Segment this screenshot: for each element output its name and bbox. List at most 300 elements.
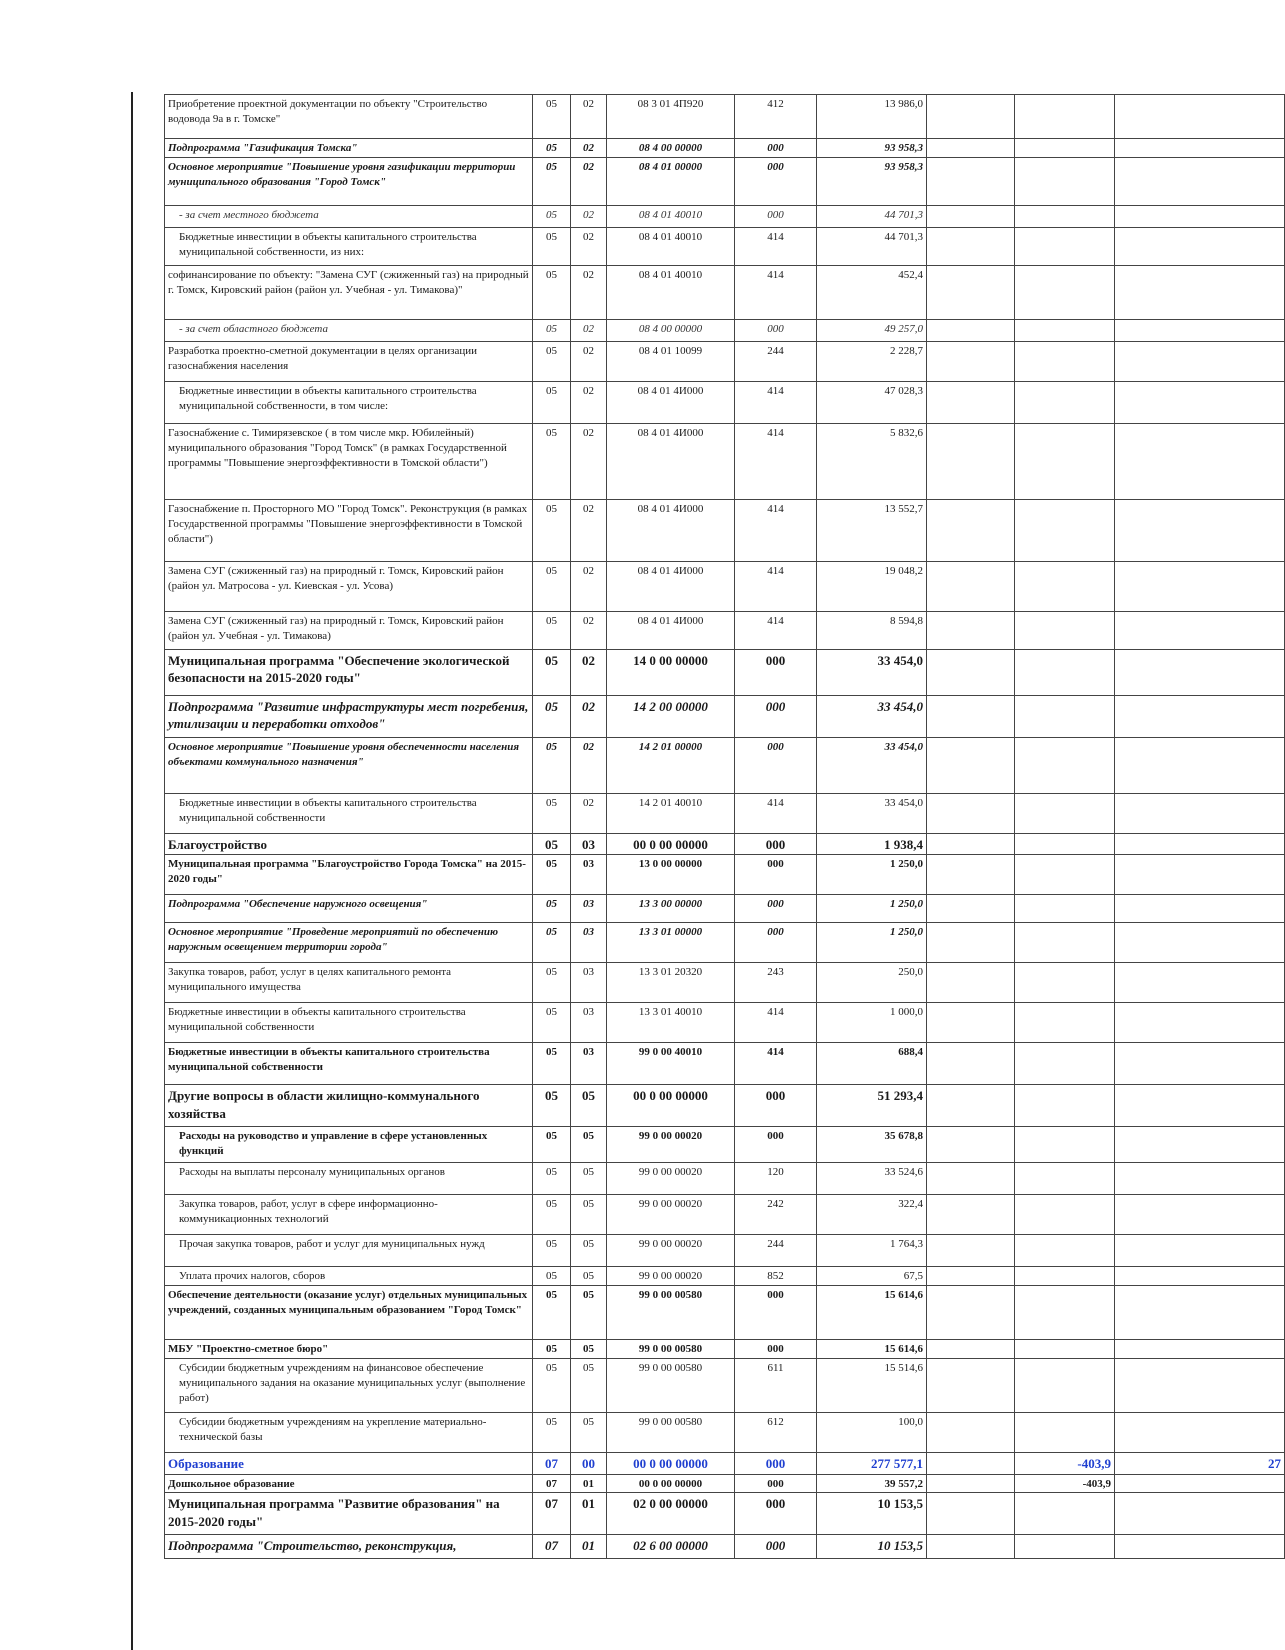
table-row xyxy=(165,1235,1285,1267)
row-extra-cell-1 xyxy=(927,1340,1015,1359)
row-amount-cell: 33 454,0 xyxy=(817,737,927,793)
row-extra-cell-1 xyxy=(927,1359,1015,1413)
row-extra-cell-3 xyxy=(1115,1359,1285,1413)
row-target-article-cell: 00 0 00 00000 xyxy=(607,833,735,855)
row-name-cell: Расходы на руководство и управление в сфере установленных функций xyxy=(165,1127,533,1163)
row-change-cell xyxy=(1015,341,1115,381)
row-section-cell: 05 xyxy=(533,265,571,319)
row-extra-cell-1 xyxy=(927,341,1015,381)
row-extra-cell-3 xyxy=(1115,1535,1285,1559)
row-extra-cell-1 xyxy=(927,265,1015,319)
row-expense-type-cell: 244 xyxy=(735,341,817,381)
row-extra-cell-3 xyxy=(1115,963,1285,1003)
row-amount-cell: 39 557,2 xyxy=(817,1474,927,1493)
table-row xyxy=(165,139,1285,158)
row-extra-cell-3 xyxy=(1115,695,1285,737)
row-extra-cell-1 xyxy=(927,1267,1015,1286)
row-target-article-cell: 08 4 00 00000 xyxy=(607,139,735,158)
row-extra-cell-1 xyxy=(927,1163,1015,1195)
row-target-article-cell: 08 4 01 4И000 xyxy=(607,381,735,423)
row-subsection-cell: 02 xyxy=(571,227,607,265)
row-subsection-cell: 02 xyxy=(571,793,607,833)
row-section-cell: 05 xyxy=(533,1163,571,1195)
row-extra-cell-3 xyxy=(1115,423,1285,499)
row-target-article-cell: 99 0 00 00020 xyxy=(607,1127,735,1163)
row-subsection-cell: 02 xyxy=(571,341,607,381)
table-row xyxy=(165,561,1285,611)
row-extra-cell-1 xyxy=(927,561,1015,611)
row-subsection-cell: 05 xyxy=(571,1413,607,1453)
row-extra-cell-3 xyxy=(1115,1340,1285,1359)
table-row xyxy=(165,923,1285,963)
row-extra-cell-3 xyxy=(1115,923,1285,963)
row-amount-cell: 277 577,1 xyxy=(817,1453,927,1475)
row-extra-cell-3 xyxy=(1115,833,1285,855)
table-row xyxy=(165,1043,1285,1085)
row-change-cell xyxy=(1015,923,1115,963)
row-expense-type-cell: 000 xyxy=(735,1453,817,1475)
row-subsection-cell: 05 xyxy=(571,1085,607,1127)
row-amount-cell: 250,0 xyxy=(817,963,927,1003)
row-section-cell: 05 xyxy=(533,695,571,737)
row-amount-cell: 93 958,3 xyxy=(817,139,927,158)
budget-table xyxy=(164,94,1285,1559)
row-name-cell: Бюджетные инвестиции в объекты капитального строительства муниципальной собственности, из них: xyxy=(165,227,533,265)
row-expense-type-cell: 414 xyxy=(735,611,817,649)
row-amount-cell: 10 153,5 xyxy=(817,1535,927,1559)
table-row xyxy=(165,381,1285,423)
row-subsection-cell: 02 xyxy=(571,95,607,139)
row-amount-cell: 1 938,4 xyxy=(817,833,927,855)
row-target-article-cell: 08 4 01 40010 xyxy=(607,265,735,319)
row-name-cell: Основное мероприятие "Проведение мероприятий по обеспечению наружным освещением территории города" xyxy=(165,923,533,963)
table-row xyxy=(165,1413,1285,1453)
row-section-cell: 05 xyxy=(533,1127,571,1163)
row-section-cell: 05 xyxy=(533,1195,571,1235)
row-target-article-cell: 08 4 01 4И000 xyxy=(607,561,735,611)
row-target-article-cell: 00 0 00 00000 xyxy=(607,1085,735,1127)
row-extra-cell-3 xyxy=(1115,227,1285,265)
left-margin-bar xyxy=(131,92,133,1650)
row-amount-cell: 8 594,8 xyxy=(817,611,927,649)
table-row xyxy=(165,1286,1285,1340)
table-row xyxy=(165,1340,1285,1359)
table-row xyxy=(165,737,1285,793)
row-expense-type-cell: 000 xyxy=(735,157,817,205)
table-row xyxy=(165,1493,1285,1535)
row-subsection-cell: 02 xyxy=(571,265,607,319)
row-section-cell: 05 xyxy=(533,423,571,499)
row-extra-cell-3: 27 xyxy=(1115,1453,1285,1475)
row-extra-cell-1 xyxy=(927,1127,1015,1163)
row-extra-cell-1 xyxy=(927,963,1015,1003)
row-expense-type-cell: 000 xyxy=(735,855,817,895)
row-extra-cell-1 xyxy=(927,499,1015,561)
table-row xyxy=(165,1359,1285,1413)
table-row xyxy=(165,1474,1285,1493)
row-extra-cell-3 xyxy=(1115,319,1285,341)
row-change-cell: -403,9 xyxy=(1015,1474,1115,1493)
table-row xyxy=(165,265,1285,319)
row-target-article-cell: 14 2 01 40010 xyxy=(607,793,735,833)
row-change-cell xyxy=(1015,319,1115,341)
table-row xyxy=(165,205,1285,227)
row-name-cell: Субсидии бюджетным учреждениям на укрепление материально-технической базы xyxy=(165,1413,533,1453)
row-amount-cell: 15 514,6 xyxy=(817,1359,927,1413)
row-extra-cell-3 xyxy=(1115,1003,1285,1043)
table-row xyxy=(165,963,1285,1003)
row-extra-cell-3 xyxy=(1115,1195,1285,1235)
row-subsection-cell: 05 xyxy=(571,1267,607,1286)
row-change-cell xyxy=(1015,1340,1115,1359)
row-amount-cell: 15 614,6 xyxy=(817,1286,927,1340)
row-change-cell xyxy=(1015,1043,1115,1085)
row-extra-cell-1 xyxy=(927,793,1015,833)
row-section-cell: 05 xyxy=(533,793,571,833)
row-extra-cell-3 xyxy=(1115,341,1285,381)
row-expense-type-cell: 414 xyxy=(735,265,817,319)
row-subsection-cell: 02 xyxy=(571,319,607,341)
row-name-cell: Разработка проектно-сметной документации в целях организации газоснабжения населения xyxy=(165,341,533,381)
row-amount-cell: 44 701,3 xyxy=(817,205,927,227)
row-name-cell: Подпрограмма "Строительство, реконструкция, xyxy=(165,1535,533,1559)
row-expense-type-cell: 414 xyxy=(735,499,817,561)
row-extra-cell-3 xyxy=(1115,157,1285,205)
row-expense-type-cell: 414 xyxy=(735,227,817,265)
row-subsection-cell: 05 xyxy=(571,1286,607,1340)
row-name-cell: Газоснабжение п. Просторного МО "Город Томск". Реконструкция (в рамках Государственной программы "Повышение энергоэффективности в Томской области") xyxy=(165,499,533,561)
row-expense-type-cell: 000 xyxy=(735,1127,817,1163)
row-extra-cell-3 xyxy=(1115,499,1285,561)
row-expense-type-cell: 243 xyxy=(735,963,817,1003)
row-subsection-cell: 03 xyxy=(571,855,607,895)
row-expense-type-cell: 000 xyxy=(735,1286,817,1340)
row-extra-cell-3 xyxy=(1115,1043,1285,1085)
row-expense-type-cell: 000 xyxy=(735,1535,817,1559)
table-row xyxy=(165,341,1285,381)
row-subsection-cell: 02 xyxy=(571,139,607,158)
row-amount-cell: 47 028,3 xyxy=(817,381,927,423)
row-name-cell: Основное мероприятие "Повышение уровня обеспеченности населения объектами коммунального назначения" xyxy=(165,737,533,793)
row-change-cell xyxy=(1015,895,1115,923)
row-target-article-cell: 99 0 00 00020 xyxy=(607,1235,735,1267)
row-target-article-cell: 99 0 00 40010 xyxy=(607,1043,735,1085)
row-expense-type-cell: 414 xyxy=(735,381,817,423)
row-change-cell xyxy=(1015,1267,1115,1286)
table-row xyxy=(165,1163,1285,1195)
row-change-cell xyxy=(1015,227,1115,265)
row-expense-type-cell: 000 xyxy=(735,1474,817,1493)
row-section-cell: 05 xyxy=(533,95,571,139)
row-section-cell: 05 xyxy=(533,1003,571,1043)
row-amount-cell: 44 701,3 xyxy=(817,227,927,265)
row-change-cell xyxy=(1015,1127,1115,1163)
row-extra-cell-1 xyxy=(927,1085,1015,1127)
row-extra-cell-1 xyxy=(927,423,1015,499)
row-expense-type-cell: 852 xyxy=(735,1267,817,1286)
row-extra-cell-3 xyxy=(1115,205,1285,227)
row-name-cell: Подпрограмма "Газификация Томска" xyxy=(165,139,533,158)
row-change-cell xyxy=(1015,1163,1115,1195)
row-expense-type-cell: 414 xyxy=(735,423,817,499)
row-extra-cell-1 xyxy=(927,227,1015,265)
row-change-cell xyxy=(1015,1359,1115,1413)
table-row xyxy=(165,611,1285,649)
row-name-cell: МБУ "Проектно-сметное бюро" xyxy=(165,1340,533,1359)
row-extra-cell-1 xyxy=(927,157,1015,205)
row-expense-type-cell: 244 xyxy=(735,1235,817,1267)
row-subsection-cell: 05 xyxy=(571,1340,607,1359)
row-expense-type-cell: 000 xyxy=(735,205,817,227)
row-extra-cell-3 xyxy=(1115,895,1285,923)
table-row xyxy=(165,1127,1285,1163)
row-change-cell xyxy=(1015,737,1115,793)
row-subsection-cell: 02 xyxy=(571,157,607,205)
row-extra-cell-3 xyxy=(1115,1493,1285,1535)
row-expense-type-cell: 000 xyxy=(735,1085,817,1127)
row-subsection-cell: 02 xyxy=(571,205,607,227)
row-target-article-cell: 08 4 01 4И000 xyxy=(607,423,735,499)
row-expense-type-cell: 000 xyxy=(735,833,817,855)
row-expense-type-cell: 414 xyxy=(735,793,817,833)
row-subsection-cell: 05 xyxy=(571,1163,607,1195)
row-expense-type-cell: 414 xyxy=(735,1003,817,1043)
row-extra-cell-1 xyxy=(927,1195,1015,1235)
row-subsection-cell: 03 xyxy=(571,833,607,855)
row-change-cell xyxy=(1015,381,1115,423)
row-section-cell: 05 xyxy=(533,1413,571,1453)
row-subsection-cell: 03 xyxy=(571,1003,607,1043)
row-target-article-cell: 99 0 00 00580 xyxy=(607,1359,735,1413)
row-change-cell xyxy=(1015,833,1115,855)
row-subsection-cell: 02 xyxy=(571,611,607,649)
row-extra-cell-3 xyxy=(1115,1163,1285,1195)
row-target-article-cell: 08 4 01 4И000 xyxy=(607,499,735,561)
row-target-article-cell: 14 0 00 00000 xyxy=(607,649,735,695)
row-subsection-cell: 05 xyxy=(571,1235,607,1267)
table-row xyxy=(165,833,1285,855)
row-section-cell: 05 xyxy=(533,157,571,205)
row-amount-cell: 1 250,0 xyxy=(817,923,927,963)
row-amount-cell: 100,0 xyxy=(817,1413,927,1453)
row-change-cell xyxy=(1015,1535,1115,1559)
row-change-cell xyxy=(1015,963,1115,1003)
row-change-cell: -403,9 xyxy=(1015,1453,1115,1475)
row-subsection-cell: 03 xyxy=(571,895,607,923)
row-name-cell: Другие вопросы в области жилищно-коммунального хозяйства xyxy=(165,1085,533,1127)
table-row xyxy=(165,695,1285,737)
row-expense-type-cell: 000 xyxy=(735,1493,817,1535)
row-target-article-cell: 08 4 00 00000 xyxy=(607,319,735,341)
row-change-cell xyxy=(1015,855,1115,895)
row-section-cell: 05 xyxy=(533,319,571,341)
row-amount-cell: 19 048,2 xyxy=(817,561,927,611)
table-row xyxy=(165,319,1285,341)
row-name-cell: Закупка товаров, работ, услуг в целях капитального ремонта муниципального имущества xyxy=(165,963,533,1003)
row-subsection-cell: 02 xyxy=(571,561,607,611)
table-row xyxy=(165,1267,1285,1286)
row-expense-type-cell: 000 xyxy=(735,923,817,963)
row-expense-type-cell: 000 xyxy=(735,649,817,695)
table-row xyxy=(165,227,1285,265)
row-expense-type-cell: 612 xyxy=(735,1413,817,1453)
row-extra-cell-1 xyxy=(927,1003,1015,1043)
table-row xyxy=(165,793,1285,833)
row-amount-cell: 49 257,0 xyxy=(817,319,927,341)
row-change-cell xyxy=(1015,793,1115,833)
row-target-article-cell: 99 0 00 00580 xyxy=(607,1340,735,1359)
row-section-cell: 05 xyxy=(533,341,571,381)
row-change-cell xyxy=(1015,205,1115,227)
row-extra-cell-3 xyxy=(1115,139,1285,158)
row-amount-cell: 452,4 xyxy=(817,265,927,319)
row-target-article-cell: 00 0 00 00000 xyxy=(607,1453,735,1475)
row-extra-cell-1 xyxy=(927,95,1015,139)
row-section-cell: 05 xyxy=(533,895,571,923)
row-target-article-cell: 13 3 01 00000 xyxy=(607,923,735,963)
row-subsection-cell: 00 xyxy=(571,1453,607,1475)
row-extra-cell-1 xyxy=(927,1535,1015,1559)
row-section-cell: 05 xyxy=(533,649,571,695)
row-subsection-cell: 05 xyxy=(571,1359,607,1413)
row-extra-cell-1 xyxy=(927,923,1015,963)
row-extra-cell-1 xyxy=(927,139,1015,158)
row-expense-type-cell: 242 xyxy=(735,1195,817,1235)
row-subsection-cell: 01 xyxy=(571,1474,607,1493)
row-extra-cell-1 xyxy=(927,1235,1015,1267)
row-target-article-cell: 08 4 01 00000 xyxy=(607,157,735,205)
row-subsection-cell: 05 xyxy=(571,1195,607,1235)
row-subsection-cell: 02 xyxy=(571,649,607,695)
row-amount-cell: 322,4 xyxy=(817,1195,927,1235)
row-extra-cell-3 xyxy=(1115,855,1285,895)
row-target-article-cell: 99 0 00 00020 xyxy=(607,1267,735,1286)
row-section-cell: 05 xyxy=(533,963,571,1003)
row-target-article-cell: 08 4 01 4И000 xyxy=(607,611,735,649)
table-row xyxy=(165,855,1285,895)
row-extra-cell-1 xyxy=(927,611,1015,649)
row-change-cell xyxy=(1015,423,1115,499)
row-subsection-cell: 02 xyxy=(571,737,607,793)
row-extra-cell-1 xyxy=(927,649,1015,695)
row-subsection-cell: 03 xyxy=(571,1043,607,1085)
row-name-cell: Прочая закупка товаров, работ и услуг для муниципальных нужд xyxy=(165,1235,533,1267)
table-row xyxy=(165,95,1285,139)
row-target-article-cell: 13 3 00 00000 xyxy=(607,895,735,923)
row-name-cell: Газоснабжение с. Тимирязевское ( в том числе мкр. Юбилейный) муниципального образования "Город Томск" (в рамках Государственной программы "Повышение энергоэффективности в Томской области") xyxy=(165,423,533,499)
table-row xyxy=(165,1453,1285,1475)
row-target-article-cell: 99 0 00 00580 xyxy=(607,1286,735,1340)
row-extra-cell-1 xyxy=(927,855,1015,895)
row-target-article-cell: 02 6 00 00000 xyxy=(607,1535,735,1559)
row-subsection-cell: 02 xyxy=(571,695,607,737)
row-extra-cell-3 xyxy=(1115,1235,1285,1267)
row-extra-cell-1 xyxy=(927,381,1015,423)
row-subsection-cell: 02 xyxy=(571,381,607,423)
table-row xyxy=(165,157,1285,205)
row-amount-cell: 2 228,7 xyxy=(817,341,927,381)
row-section-cell: 05 xyxy=(533,139,571,158)
row-name-cell: - за счет местного бюджета xyxy=(165,205,533,227)
row-expense-type-cell: 000 xyxy=(735,695,817,737)
table-row xyxy=(165,1535,1285,1559)
row-extra-cell-3 xyxy=(1115,1474,1285,1493)
row-target-article-cell: 02 0 00 00000 xyxy=(607,1493,735,1535)
row-amount-cell: 1 250,0 xyxy=(817,855,927,895)
row-expense-type-cell: 000 xyxy=(735,895,817,923)
row-subsection-cell: 01 xyxy=(571,1535,607,1559)
row-name-cell: Замена СУГ (сжиженный газ) на природный г. Томск, Кировский район (район ул. Матросова - ул. Киевская - ул. Усова) xyxy=(165,561,533,611)
row-target-article-cell: 99 0 00 00580 xyxy=(607,1413,735,1453)
row-target-article-cell: 13 3 01 20320 xyxy=(607,963,735,1003)
row-name-cell: софинансирование по объекту: "Замена СУГ (сжиженный газ) на природный г. Томск, Кировский район (район ул. Учебная - ул. Тимакова)" xyxy=(165,265,533,319)
row-extra-cell-3 xyxy=(1115,1286,1285,1340)
row-section-cell: 05 xyxy=(533,1235,571,1267)
row-section-cell: 07 xyxy=(533,1493,571,1535)
row-extra-cell-1 xyxy=(927,895,1015,923)
table-row xyxy=(165,649,1285,695)
row-extra-cell-3 xyxy=(1115,381,1285,423)
row-change-cell xyxy=(1015,139,1115,158)
row-extra-cell-1 xyxy=(927,1493,1015,1535)
table-row xyxy=(165,1003,1285,1043)
row-section-cell: 07 xyxy=(533,1453,571,1475)
row-extra-cell-1 xyxy=(927,737,1015,793)
row-target-article-cell: 13 0 00 00000 xyxy=(607,855,735,895)
row-expense-type-cell: 000 xyxy=(735,139,817,158)
row-subsection-cell: 05 xyxy=(571,1127,607,1163)
row-subsection-cell: 02 xyxy=(571,423,607,499)
row-section-cell: 05 xyxy=(533,561,571,611)
row-target-article-cell: 14 2 01 00000 xyxy=(607,737,735,793)
row-target-article-cell: 99 0 00 00020 xyxy=(607,1195,735,1235)
row-name-cell: Образование xyxy=(165,1453,533,1475)
row-section-cell: 05 xyxy=(533,1085,571,1127)
row-amount-cell: 33 524,6 xyxy=(817,1163,927,1195)
row-extra-cell-1 xyxy=(927,1413,1015,1453)
row-section-cell: 05 xyxy=(533,1286,571,1340)
row-target-article-cell: 13 3 01 40010 xyxy=(607,1003,735,1043)
row-section-cell: 05 xyxy=(533,205,571,227)
row-change-cell xyxy=(1015,1003,1115,1043)
row-extra-cell-1 xyxy=(927,833,1015,855)
row-target-article-cell: 14 2 00 00000 xyxy=(607,695,735,737)
table-row xyxy=(165,423,1285,499)
row-extra-cell-3 xyxy=(1115,1267,1285,1286)
row-amount-cell: 93 958,3 xyxy=(817,157,927,205)
row-amount-cell: 13 986,0 xyxy=(817,95,927,139)
row-extra-cell-1 xyxy=(927,695,1015,737)
row-extra-cell-1 xyxy=(927,205,1015,227)
row-expense-type-cell: 414 xyxy=(735,1043,817,1085)
row-section-cell: 05 xyxy=(533,1359,571,1413)
row-change-cell xyxy=(1015,561,1115,611)
row-expense-type-cell: 000 xyxy=(735,319,817,341)
table-row xyxy=(165,895,1285,923)
row-name-cell: Благоустройство xyxy=(165,833,533,855)
row-subsection-cell: 02 xyxy=(571,499,607,561)
row-change-cell xyxy=(1015,95,1115,139)
row-change-cell xyxy=(1015,1413,1115,1453)
row-section-cell: 05 xyxy=(533,737,571,793)
row-target-article-cell: 08 4 01 40010 xyxy=(607,205,735,227)
row-name-cell: Бюджетные инвестиции в объекты капитального строительства муниципальной собственности xyxy=(165,1003,533,1043)
row-name-cell: Приобретение проектной документации по объекту "Строительство водовода 9а в г. Томске" xyxy=(165,95,533,139)
row-amount-cell: 33 454,0 xyxy=(817,793,927,833)
row-name-cell: Уплата прочих налогов, сборов xyxy=(165,1267,533,1286)
row-extra-cell-3 xyxy=(1115,737,1285,793)
table-row xyxy=(165,1195,1285,1235)
